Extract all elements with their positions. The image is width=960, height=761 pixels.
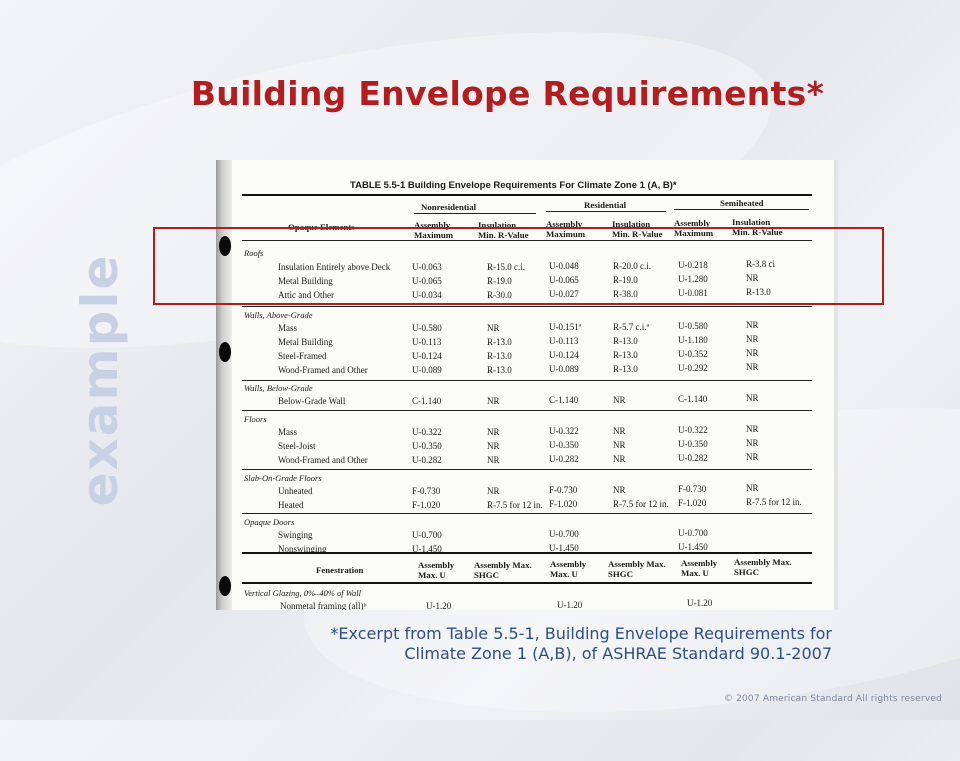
fenestration-column-header: SHGC xyxy=(474,570,499,580)
row-label: Below-Grade Wall xyxy=(278,396,346,406)
group-rule xyxy=(546,211,666,212)
table-cell: NR xyxy=(613,395,626,405)
column-header: Min. R-Value xyxy=(612,229,663,239)
table-cell: U-0.124 xyxy=(549,350,579,360)
column-header: Min. R-Value xyxy=(732,227,783,237)
column-header: Maximum xyxy=(414,230,454,240)
table-cell: NR xyxy=(487,323,500,333)
table-cell: R-3.8 ci xyxy=(746,259,775,269)
slide-title: Building Envelope Requirements* xyxy=(190,74,825,113)
table-cell: F-0.730 xyxy=(678,484,707,494)
table-cell: U-1.180 xyxy=(678,335,708,345)
column-header: Maximum xyxy=(546,229,586,239)
table-cell: R-15.0 c.i. xyxy=(487,262,525,272)
roofs-highlight-box xyxy=(153,227,884,305)
table-cell: R-19.0 xyxy=(487,276,512,286)
table-cell: NR xyxy=(613,485,626,495)
table-cell: U-1.20 xyxy=(557,600,583,610)
table-rule xyxy=(242,513,812,514)
table-rule xyxy=(242,194,812,196)
fenestration-column-header: Assembly Max. xyxy=(608,559,666,569)
table-cell: U-0.063 xyxy=(412,262,442,272)
column-header: Assembly xyxy=(546,219,583,229)
table-cell: U-0.034 xyxy=(412,290,442,300)
row-label: Nonmetal framing (all)ᵇ xyxy=(280,601,367,610)
table-rule xyxy=(242,469,812,470)
table-cell: R-13.0 xyxy=(487,337,512,347)
table-cell: NR xyxy=(487,427,500,437)
table-cell: U-0.580 xyxy=(412,323,442,333)
table-cell: R-19.0 xyxy=(613,275,638,285)
table-cell: U-0.027 xyxy=(549,289,579,299)
fenestration-column-header: Assembly Max. xyxy=(474,560,532,570)
caption-line: *Excerpt from Table 5.5-1, Building Envelope Requirements for xyxy=(330,624,832,643)
column-header: Assembly xyxy=(674,218,711,228)
row-label: Nonswinging xyxy=(278,544,327,554)
table-cell: NR xyxy=(613,440,626,450)
fenestration-column-header: Assembly xyxy=(418,560,455,570)
column-header: Maximum xyxy=(674,228,714,238)
table-cell: U-0.700 xyxy=(549,529,579,539)
table-cell: NR xyxy=(746,362,759,372)
column-header: Insulation xyxy=(732,217,771,227)
table-cell: R-13.0 xyxy=(613,336,638,346)
table-cell: R-30.0 xyxy=(487,290,512,300)
table-cell: U-0.580 xyxy=(678,321,708,331)
table-cell: U-0.282 xyxy=(412,455,442,465)
row-label: Swinging xyxy=(278,530,313,540)
watermark xyxy=(40,230,160,530)
copyright-notice: © 2007 American Standard All rights reserved xyxy=(723,694,942,704)
table-cell: U-0.700 xyxy=(412,530,442,540)
table-cell: NR xyxy=(487,455,500,465)
table-cell: F-1.020 xyxy=(678,498,707,508)
column-header: Min. R-Value xyxy=(478,230,529,240)
table-cell: U-0.113 xyxy=(549,336,579,346)
table-cell: U-0.124 xyxy=(412,351,442,361)
row-label: Wood-Framed and Other xyxy=(278,455,368,465)
fenestration-column-header: Max. U xyxy=(681,568,709,578)
table-cell: NR xyxy=(613,454,626,464)
table-rule xyxy=(242,582,812,584)
table-cell: U-0.065 xyxy=(412,276,442,286)
table-cell: F-0.730 xyxy=(412,486,441,496)
table-cell: U-0.113 xyxy=(412,337,442,347)
table-cell: NR xyxy=(746,424,759,434)
table-rule xyxy=(242,306,812,307)
table-cell: R-13.0 xyxy=(746,287,771,297)
section-label: Walls, Above-Grade xyxy=(244,310,313,320)
table-cell: R-38.0 xyxy=(613,289,638,299)
table-cell: U-0.048 xyxy=(549,261,579,271)
table-caption: TABLE 5.5-1 Building Envelope Requirements For Climate Zone 1 (A, B)* xyxy=(350,180,677,191)
table-cell: U-1.280 xyxy=(678,274,708,284)
fenestration-column-header: Max. U xyxy=(550,569,578,579)
row-label: Heated xyxy=(278,500,304,510)
section-label: Floors xyxy=(244,414,267,424)
section-label: Walls, Below-Grade xyxy=(244,383,313,393)
table-cell: F-1.020 xyxy=(549,499,578,509)
group-header: Semiheated xyxy=(720,198,764,208)
table-cell: U-0.700 xyxy=(678,528,708,538)
row-label: Steel-Joist xyxy=(278,441,316,451)
table-cell: NR xyxy=(746,438,759,448)
table-cell: NR xyxy=(746,483,759,493)
group-rule xyxy=(414,213,536,214)
table-cell: U-1.450 xyxy=(549,543,579,553)
table-cell: NR xyxy=(746,393,759,403)
row-label: Mass xyxy=(278,323,298,333)
watermark-text: example xyxy=(71,253,129,507)
table-cell: U-0.282 xyxy=(549,454,579,464)
table-cell: NR xyxy=(487,441,500,451)
table-cell: R-13.0 xyxy=(613,350,638,360)
table-cell: R-5.7 c.i.ª xyxy=(613,322,649,332)
table-cell: NR xyxy=(487,486,500,496)
row-label: Metal Building xyxy=(278,276,333,286)
table-cell: NR xyxy=(746,452,759,462)
column-header: Insulation xyxy=(612,219,651,229)
column-header: Insulation xyxy=(478,220,517,230)
binder-hole xyxy=(219,342,231,362)
table-cell: U-0.350 xyxy=(412,441,442,451)
column-header: Assembly xyxy=(414,220,451,230)
table-cell: C-1.140 xyxy=(412,396,442,406)
table-cell: NR xyxy=(613,426,626,436)
group-rule xyxy=(674,209,809,210)
opaque-elements-header: Opaque Elements xyxy=(288,222,355,232)
table-cell: U-0.322 xyxy=(678,425,708,435)
table-rule xyxy=(242,410,812,411)
table-rule xyxy=(242,552,812,554)
table-cell: U-0.322 xyxy=(412,427,442,437)
row-label: Mass xyxy=(278,427,298,437)
section-label: Vertical Glazing, 0%–40% of Wall xyxy=(244,588,362,598)
section-label: Opaque Doors xyxy=(244,517,295,527)
table-cell: U-1.20 xyxy=(687,598,713,608)
row-label: Unheated xyxy=(278,486,313,496)
table-rule xyxy=(242,380,812,381)
table-cell: U-1.450 xyxy=(412,544,442,554)
section-label: Slab-On-Grade Floors xyxy=(244,473,322,483)
table-cell: U-0.151ª xyxy=(549,322,582,332)
fenestration-column-header: SHGC xyxy=(734,567,759,577)
table-cell: U-0.292 xyxy=(678,363,708,373)
fenestration-column-header: Assembly xyxy=(550,559,587,569)
table-cell: U-0.065 xyxy=(549,275,579,285)
fenestration-column-header: SHGC xyxy=(608,569,633,579)
table-cell: U-0.322 xyxy=(549,426,579,436)
table-cell: U-0.089 xyxy=(549,364,579,374)
table-cell: U-1.450 xyxy=(678,542,708,552)
table-cell: U-0.352 xyxy=(678,349,708,359)
table-cell: R-13.0 xyxy=(613,364,638,374)
table-cell: NR xyxy=(746,273,759,283)
table-cell: F-1.020 xyxy=(412,500,441,510)
caption-line: Climate Zone 1 (A,B), of ASHRAE Standard 90.1-2007 xyxy=(404,644,832,663)
row-label: Metal Building xyxy=(278,337,333,347)
group-header: Residential xyxy=(584,200,627,210)
table-cell: R-20.0 c.i. xyxy=(613,261,651,271)
table-cell: C-1.140 xyxy=(678,394,708,404)
table-cell: R-7.5 for 12 in. xyxy=(487,500,543,510)
table-cell: U-0.282 xyxy=(678,453,708,463)
table-cell: U-0.081 xyxy=(678,288,708,298)
table-cell: F-0.730 xyxy=(549,485,578,495)
table-cell: R-7.5 for 12 in. xyxy=(613,499,669,509)
fenestration-column-header: Max. U xyxy=(418,570,446,580)
table-cell: NR xyxy=(746,320,759,330)
table-cell: U-0.350 xyxy=(549,440,579,450)
table-cell: NR xyxy=(746,348,759,358)
row-label: Insulation Entirely above Deck xyxy=(278,262,391,272)
fenestration-column-header: Assembly Max. xyxy=(734,557,792,567)
section-label: Roofs xyxy=(244,248,264,258)
table-cell: U-1.20 xyxy=(426,601,452,610)
row-label: Attic and Other xyxy=(278,290,334,300)
table-cell: NR xyxy=(746,334,759,344)
binder-hole xyxy=(219,576,231,596)
table-cell: R-13.0 xyxy=(487,365,512,375)
fenestration-column-header: Assembly xyxy=(681,558,718,568)
table-cell: C-1.140 xyxy=(549,395,579,405)
table-cell: R-13.0 xyxy=(487,351,512,361)
table-cell: U-0.089 xyxy=(412,365,442,375)
table-cell: NR xyxy=(487,396,500,406)
table-cell: U-0.218 xyxy=(678,260,708,270)
group-header: Nonresidential xyxy=(421,202,477,212)
row-label: Steel-Framed xyxy=(278,351,327,361)
row-label: Wood-Framed and Other xyxy=(278,365,368,375)
fenestration-header: Fenestration xyxy=(316,565,364,575)
table-cell: U-0.350 xyxy=(678,439,708,449)
slide-caption xyxy=(330,624,832,664)
table-cell: R-7.5 for 12 in. xyxy=(746,497,802,507)
